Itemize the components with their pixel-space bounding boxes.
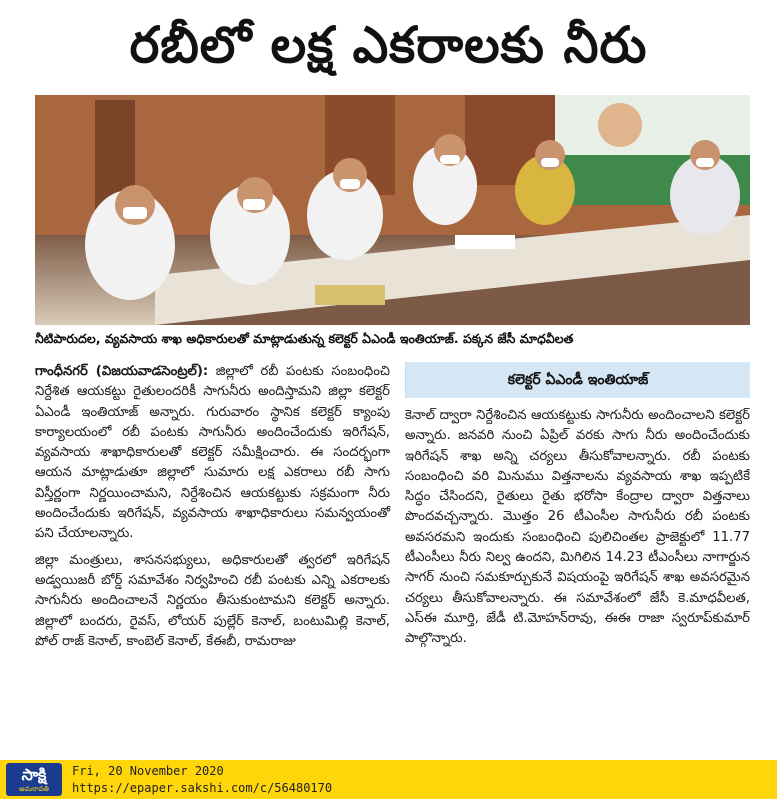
epaper-link[interactable]: https://epaper.sakshi.com/c/56480170 xyxy=(72,781,333,795)
footer-bar xyxy=(0,760,777,799)
news-photo xyxy=(35,95,750,325)
logo-text: సాక్షి xyxy=(21,765,47,784)
article-paragraph: కెనాల్ ద్వారా నిర్దేశించిన ఆయకట్టుకు సాగునీరు అందించాలని కలెక్టర్ అన్నారు. జనవరి నుంచి ఏప్రిల్ వరకు సాగు నీరు అందించేందుకు ఇరిగేషన్ శాఖ అన్ని చర్యలు తీసుకోవాలన్నారు. రబీ పంటకు సంబంధించి వరి మినుము విత్తనాలను వ్యవసాయ శాఖ ఇప్పటికే సిద్ధం చేసిందని, రైతులు రైతు భరోసా కేంద్రాల ద్వారా విత్తనాలు పొందవచ్చన్నారు. మొత్తం 26 టీఎంసీల సాగునీరు రబీ పంటకు అవసరమని ఇందుకు సంబంధించి పులిచింతల ప్రాజెక్టులో 11.77 టీఎంసీలు నీరు నిల్వ ఉందని, మిగిలిన 14.23 టీఎంసీలు నాగార్జున సాగర్ నుంచి సమకూర్చుకునే విషయంపై ఇరిగేషన్ శాఖ అవసరమైన చర్యలు తీసుకోవాలన్నారు. ఈ సమావేశంలో జేసీ కె.మాధవీలత, ఎస్ఈ మూర్తి, జేడీ టి.మోహన్‌రావు, ఈఈ రాజా స్వరూప్‌కుమార్ పాల్గొన్నారు. xyxy=(405,408,750,647)
photo-caption: నీటిపారుదల, వ్యవసాయ శాఖ అధికారులతో మాట్లాడుతున్న కలెక్టర్ ఏఎండీ ఇంతియాజ్. పక్కన జేసీ మాధవీలత xyxy=(35,331,574,346)
paragraph-text: జిల్లాలో రబీ పంటకు సంబంధించి నిర్దేశిత ఆయకట్టు రైతులందరికీ సాగునీరు అందిస్తామని జిల్లా కలెక్టర్ ఏఎండీ ఇంతియాజ్ అన్నారు. గురువారం స్థానిక కలెక్టర్ క్యాంపు కార్యాలయంలో రబీ పంటకు సాగునీరు అందించేందుకు ఇరిగేషన్, వ్యవసాయ శాఖాధికారులతో కలెక్టర్ సమీక్షించారు. ఈ సందర్భంగా ఆయన మాట్లాడుతూ జిల్లాలో సుమారు లక్ష ఎకరాలు రబీ సాగు విస్తీర్ణంగా నిర్ణయించామని, నిర్దేశించిన ఆయకట్టుకు సక్రమంగా నీరు అందించేందుకు ఇరిగేషన్, వ్యవసాయ శాఖాధికారులు సమన్వయంతో పని చేయాలన్నారు. xyxy=(35,364,390,542)
headline: రబీలో లక్ష ఎకరాలకు నీరు xyxy=(129,16,648,74)
sakshi-logo[interactable] xyxy=(6,763,62,796)
article-paragraph xyxy=(35,362,390,545)
article-paragraph: జిల్లా మంత్రులు, శాసనసభ్యులు, అధికారులతో త్వరలో ఇరిగేషన్ అడ్వయిజరీ బోర్డ్ సమావేశం నిర్వహించి రబీ పంటకు ఎన్ని ఎకరాలకు సాగునీరు అందించాలనే నిర్ణయం తీసుకుంటామని కలెక్టర్ అన్నారు. జిల్లాలో బందరు, రైవస్, లోయర్ పుల్లేర్ కెనాల్, బంటుమిల్లి కెనాల్, పోల్ రాజ్ కెనాల్, కాంబెల్ కెనాల్, కేఈబీ, రామరాజు xyxy=(35,552,390,649)
subheading: కలెక్టర్ ఏఎండీ ఇంతియాజ్ xyxy=(405,362,750,398)
dateline: గాంధీనగర్ (విజయవాడసెంట్రల్): xyxy=(35,364,209,379)
publish-date: Fri, 20 November 2020 xyxy=(72,764,224,778)
article-left-column xyxy=(35,362,390,658)
logo-subtext: అమరావతి xyxy=(19,785,49,793)
photo-image xyxy=(35,95,750,325)
article-right-column xyxy=(405,362,750,650)
